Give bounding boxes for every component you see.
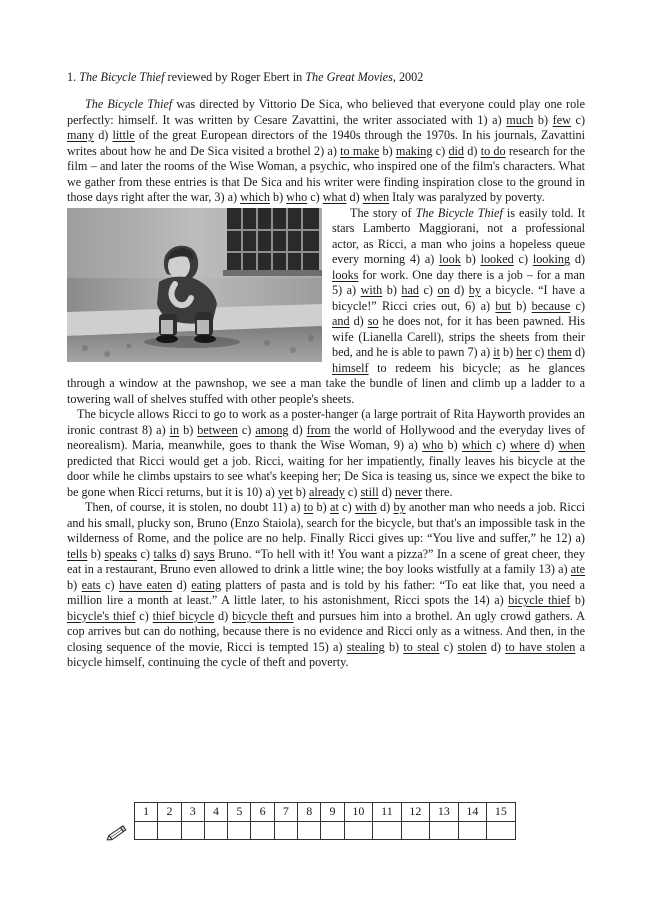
text-run: b) — [269, 190, 287, 204]
answer-cell[interactable] — [204, 821, 227, 840]
answer-option: on — [437, 283, 450, 297]
text-run: d) — [176, 546, 194, 561]
text-run: b) — [379, 143, 396, 158]
answer-grid-number: 6 — [251, 803, 274, 822]
text-run: b) — [292, 484, 309, 499]
answer-option: at — [330, 500, 339, 514]
answer-option: looks — [332, 267, 359, 282]
answer-option: which — [240, 190, 270, 204]
text-run: b) — [570, 593, 585, 607]
answer-grid-number: 3 — [181, 803, 204, 822]
answer-cell[interactable] — [274, 821, 297, 840]
answer-option: to make — [340, 143, 380, 158]
answer-cell[interactable] — [430, 821, 459, 840]
text-run: of the great European directors of the 1940s through the 1970s. In his journals, Zavattini writes about how he and De Sica visited a brothel 2) a) — [67, 128, 585, 158]
answer-cell[interactable] — [458, 821, 487, 840]
answer-option: ate — [570, 562, 585, 576]
answer-option: between — [197, 422, 238, 437]
answer-cell[interactable] — [158, 821, 181, 840]
film-title: The Bicycle Thief — [79, 70, 165, 84]
answer-option: stolen — [457, 639, 487, 654]
answer-option: to have stolen — [505, 639, 576, 654]
answer-grid-number: 15 — [487, 803, 516, 822]
answer-option: bicycle thief — [508, 593, 571, 607]
answer-option: thief bicycle — [152, 608, 215, 623]
answer-option: himself — [332, 360, 369, 375]
italic-title: The Bicycle Thief — [85, 97, 173, 111]
answer-cell[interactable] — [228, 821, 251, 840]
answer-option: speaks — [104, 546, 137, 561]
text-run: was directed by Vittorio De Sica, who believed that everyone could play one role perfectly: himself. It was written by Cesare Zavattini, the writer associated with 1) a) — [67, 97, 585, 127]
text-run: d) — [571, 345, 586, 359]
answer-option: tells — [67, 546, 88, 561]
answer-option: yet — [277, 484, 293, 499]
text-run: c) — [531, 345, 548, 359]
text-run: b) — [499, 345, 517, 359]
answer-option: eating — [191, 577, 222, 592]
answer-option: look — [439, 252, 461, 266]
answer-option: talks — [153, 546, 177, 561]
text-run: Bruno. “To hell with it! You want a pizza?” In a scene of great cheer, they eat in a restaurant, Bruno even allowed to drink a little wine; the boy looks wistfully at a family 13) a) — [67, 546, 585, 576]
text-run: d) — [486, 639, 506, 654]
answer-cell[interactable] — [181, 821, 204, 840]
text-run: c) — [570, 112, 586, 127]
reviewed-by-text: reviewed by Roger Ebert in — [164, 70, 306, 84]
text-run: a bicycle himself, continuing the cycle of theft and poverty. — [67, 639, 586, 669]
text-run: c) — [136, 546, 154, 561]
text-run: c) — [432, 143, 449, 158]
answer-grid-number: 13 — [430, 803, 459, 822]
answer-cell[interactable] — [298, 821, 321, 840]
answer-option: eats — [81, 577, 101, 592]
answer-option: in — [169, 422, 180, 437]
answer-option: to steal — [403, 639, 440, 654]
answer-option: who — [286, 190, 308, 204]
text-run: he does not, for it has been pawned. His wife (Lianella Carell), strips the sheets from their bed, and he is able to pawn 7) a) — [332, 314, 586, 359]
paragraph-3 — [67, 407, 585, 500]
answer-option: still — [360, 484, 379, 499]
answer-option: bicycle's thief — [67, 608, 136, 623]
answer-cell[interactable] — [251, 821, 274, 840]
answer-option: them — [547, 345, 572, 359]
answer-option: did — [448, 143, 465, 158]
exercise-number: 1. — [67, 70, 77, 84]
text-run: b) — [382, 283, 402, 297]
text-run: d) — [346, 190, 363, 204]
answer-cell[interactable] — [321, 821, 344, 840]
answer-grid-number: 11 — [373, 803, 402, 822]
italic-title: The Bicycle Thief — [415, 205, 503, 220]
answer-cell[interactable] — [487, 821, 516, 840]
text-run: c) — [491, 438, 510, 452]
text-run: d) — [376, 500, 394, 514]
text-run: d) — [539, 438, 559, 452]
answer-option: by — [468, 283, 482, 297]
answer-option: bicycle theft — [232, 608, 294, 623]
paragraph-4 — [67, 500, 585, 671]
answer-grid-answer-row — [135, 821, 516, 840]
text-run: Italy was paralyzed by poverty. — [389, 190, 545, 204]
text-run: c) — [307, 190, 323, 204]
answer-option: with — [354, 500, 377, 514]
pencil-icon — [106, 824, 128, 842]
text-run: d) — [288, 422, 307, 437]
film-still-photo — [67, 208, 322, 362]
answer-option: have eaten — [118, 577, 173, 592]
text-run: another man who needs a job. Ricci and his small, plucky son, Bruno (Enzo Staiola), search for the bicycle, but that's an impossible task in the wilderness of Rome, and the police are no help. Finally Ricci gives up: “You live and suffer,” he 12) a) — [67, 500, 586, 545]
answer-option: looked — [480, 252, 514, 266]
text-run: d) — [464, 143, 481, 158]
answer-option: few — [552, 112, 571, 127]
answer-option: looking — [532, 252, 571, 266]
text-run: d) — [349, 314, 368, 328]
answer-grid-number: 12 — [401, 803, 430, 822]
text-run: predicted that Ricci would get a job. Ricci, waiting for her impatiently, finally leaves his bicycle at the door while he climbs upstairs to see what's keeping her; De Sica is teasing us, since we expect the bike to be gone when Ricci returns, but it is 10) a) — [67, 453, 585, 499]
text-run: d) — [570, 252, 586, 266]
answer-option: where — [509, 438, 540, 452]
text-run: and pursues him into a brothel. An ugly crowd gathers. A cop arrives but can do nothing, because there is no evidence and Ricci only as a witness. And then, in the closing sequence of the movie, Ricci is tempted 15) a) — [67, 608, 585, 654]
answer-option: when — [362, 190, 390, 204]
answer-option: many — [67, 128, 95, 142]
answer-grid-number: 2 — [158, 803, 181, 822]
text-run: c) — [419, 283, 438, 297]
text-run: b) — [87, 546, 105, 561]
text-run: for work. One day there is a job – for a man 5) a) — [332, 267, 585, 297]
answer-option: it — [493, 345, 500, 359]
exercise-title — [67, 70, 587, 86]
text-run: Then, of course, it is stolen, no doubt 11) a) — [85, 500, 304, 514]
text-run: d) — [378, 484, 395, 499]
answer-option: among — [255, 422, 289, 437]
text-run: b) — [460, 252, 481, 266]
answer-option: her — [516, 345, 532, 359]
text-run: is easily told. It stars Lamberto Maggiorani, not a professional actor, as Ricci, a man who joins a hopeless queue every morning 4) a) — [332, 205, 585, 266]
text-run: c) — [100, 577, 119, 592]
answer-option: by — [393, 500, 406, 514]
answer-option: which — [462, 438, 492, 452]
answer-option: because — [531, 298, 571, 313]
answer-grid-number: 1 — [135, 803, 158, 822]
year-text: , 2002 — [392, 70, 424, 84]
answer-grid-number: 4 — [204, 803, 227, 822]
text-run: b) — [533, 112, 553, 127]
answer-cell[interactable] — [135, 821, 158, 840]
text-run: d) — [94, 128, 113, 142]
answer-grid — [134, 802, 516, 840]
paragraph-1 — [67, 97, 585, 206]
answer-grid-number: 14 — [458, 803, 487, 822]
answer-cell[interactable] — [344, 821, 373, 840]
answer-option: making — [395, 143, 433, 158]
text-run: d) — [172, 577, 192, 592]
boy-sitting-image — [67, 208, 322, 362]
text-run: b) — [384, 639, 404, 654]
text-run: c) — [338, 500, 355, 514]
answer-grid-number: 5 — [228, 803, 251, 822]
answer-grid-number: 7 — [274, 803, 297, 822]
review-text — [67, 97, 585, 671]
text-run: b) — [313, 500, 331, 514]
answer-cell[interactable] — [401, 821, 430, 840]
answer-option: to — [303, 500, 314, 514]
answer-option: with — [360, 283, 383, 297]
answer-option: much — [506, 112, 534, 127]
text-run: platters of pasta and is told by his father: “To eat like that, you need a million lire a month at least.” A little later, to his astonishment, Ricci spots the 14) a) — [67, 577, 586, 607]
text-run: research for the film – and later the rooms of the Wise Woman, a psychic, who inspired one of the film's characters. What we gather from these entries is that De Sica and his writer were finding inspiration close to the ground in those days right after the war, 3) a) — [67, 143, 586, 204]
book-title: The Great Movies — [305, 70, 393, 84]
text-run: The bicycle allows Ricci to go to work as a poster-hanger (a large portrait of Rita Hayworth provides an ironic contrast 8) a) — [67, 407, 585, 437]
text-run: d) — [214, 608, 233, 623]
text-run: d) — [449, 283, 469, 297]
text-run: c) — [344, 484, 361, 499]
answer-option: stealing — [346, 639, 385, 654]
text-run: b) — [179, 422, 198, 437]
answer-option: from — [306, 422, 331, 437]
text-run: c) — [237, 422, 256, 437]
text-run: the world of Hollywood and the everyday lives of neorealism). Maria, meanwhile, goes to thank the Wise Woman, 9) a) — [67, 422, 585, 452]
answer-cell[interactable] — [373, 821, 402, 840]
text-run: The story of — [350, 205, 416, 220]
answer-grid-number: 9 — [321, 803, 344, 822]
answer-grid-number: 10 — [344, 803, 373, 822]
answer-option: already — [309, 484, 345, 499]
text-run: b) — [510, 298, 532, 313]
text-run: c) — [570, 298, 586, 313]
text-run: b) — [67, 577, 82, 592]
answer-option: to do — [480, 143, 506, 158]
text-run: to redeem his bicycle; as he glances through a window at the pawnshop, we see a man take the bundle of linen and climb up a ladder to a towering wall of shelves stuffed with other people's sheets. — [67, 360, 585, 406]
text-run: c) — [135, 608, 153, 623]
answer-grid-number-row — [135, 803, 516, 822]
answer-option: who — [422, 438, 444, 452]
answer-option: and — [332, 314, 350, 328]
answer-option: what — [322, 190, 347, 204]
text-run: b) — [443, 438, 463, 452]
answer-option: says — [193, 546, 215, 561]
text-run: there. — [422, 484, 453, 499]
answer-option: but — [495, 298, 511, 313]
answer-option: never — [394, 484, 423, 499]
answer-option: when — [558, 438, 586, 452]
answer-grid-number: 8 — [298, 803, 321, 822]
answer-option: had — [401, 283, 420, 297]
answer-option: little — [112, 128, 135, 142]
text-run: c) — [513, 252, 533, 266]
answer-option: so — [367, 314, 379, 328]
text-run: a bicycle. “I have a bicycle!” Ricci cries out, 6) a) — [332, 283, 586, 313]
text-run: c) — [439, 639, 458, 654]
